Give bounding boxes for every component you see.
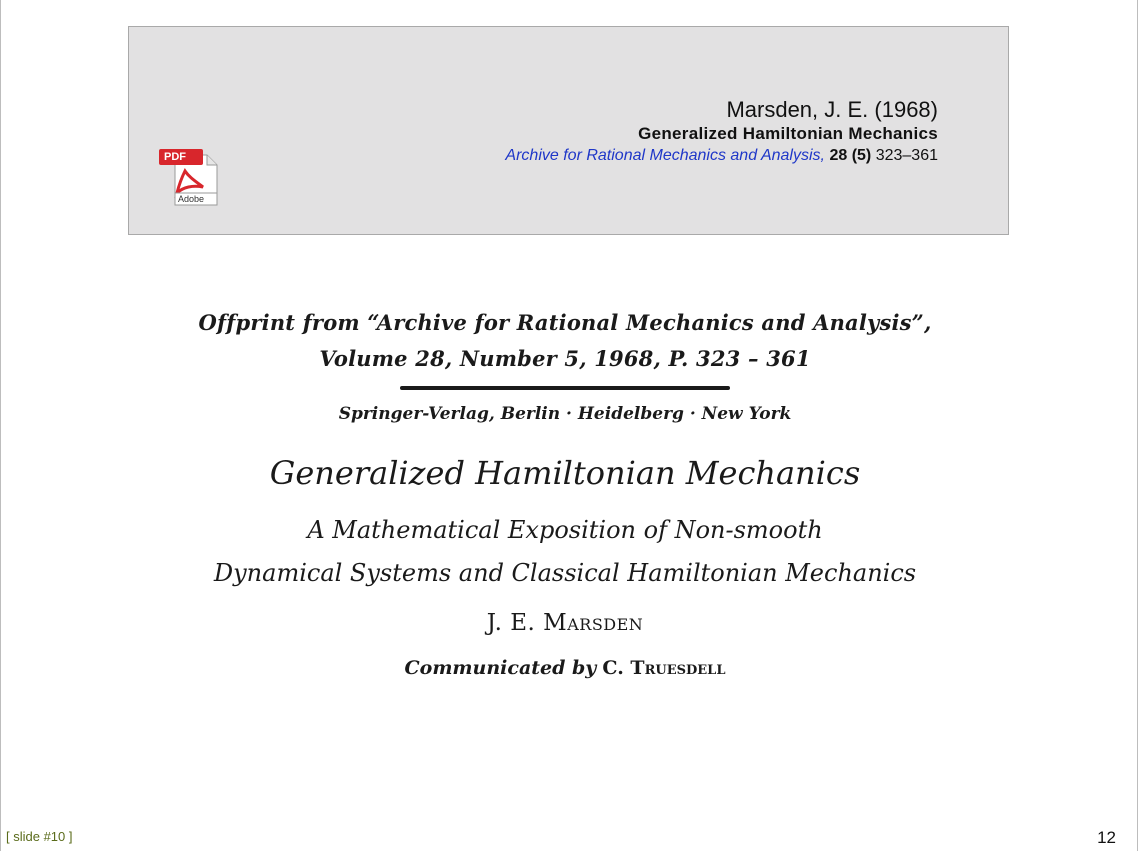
subtitle-line-1: A Mathematical Exposition of Non-smooth — [307, 516, 823, 544]
communicated-prefix: Communicated by — [404, 657, 597, 679]
paper-author: J. E. Marsden — [486, 610, 644, 636]
communicated-name: C. Truesdell — [602, 657, 726, 679]
subtitle-line-2: Dynamical Systems and Classical Hamiltonian Mechanics — [213, 559, 917, 587]
reference-volume: 28 — [829, 147, 848, 164]
offprint-line-2: Volume 28, Number 5, 1968, P. 323 – 361 — [319, 346, 811, 371]
publisher-line: Springer-Verlag, Berlin · Heidelberg · New York — [338, 404, 792, 424]
divider-rule — [400, 386, 730, 390]
paper-subtitle — [150, 509, 980, 595]
paper-title: Generalized Hamiltonian Mechanics — [269, 454, 861, 492]
slide-label: [ slide #10 ] — [6, 829, 73, 844]
paper-title-page — [150, 305, 980, 682]
pdf-file-icon[interactable] — [159, 149, 219, 209]
reference-author-year: Marsden, J. E. (1968) — [726, 97, 938, 122]
adobe-label: Adobe — [178, 194, 205, 204]
reference-citation — [505, 145, 938, 167]
pdf-badge-text: PDF — [164, 151, 186, 163]
reference-text — [505, 97, 938, 167]
communicated-line — [150, 654, 980, 682]
journal-link[interactable]: Archive for Rational Mechanics and Analysis, — [505, 147, 825, 164]
reference-title: Generalized Hamiltonian Mechanics — [638, 124, 938, 143]
page-number: 12 — [1097, 828, 1116, 847]
reference-pages: 323–361 — [875, 147, 938, 164]
offprint-line-1: Offprint from “Archive for Rational Mechanics and Analysis”, — [198, 310, 932, 335]
reference-box — [128, 26, 1009, 235]
reference-issue: (5) — [851, 147, 872, 164]
